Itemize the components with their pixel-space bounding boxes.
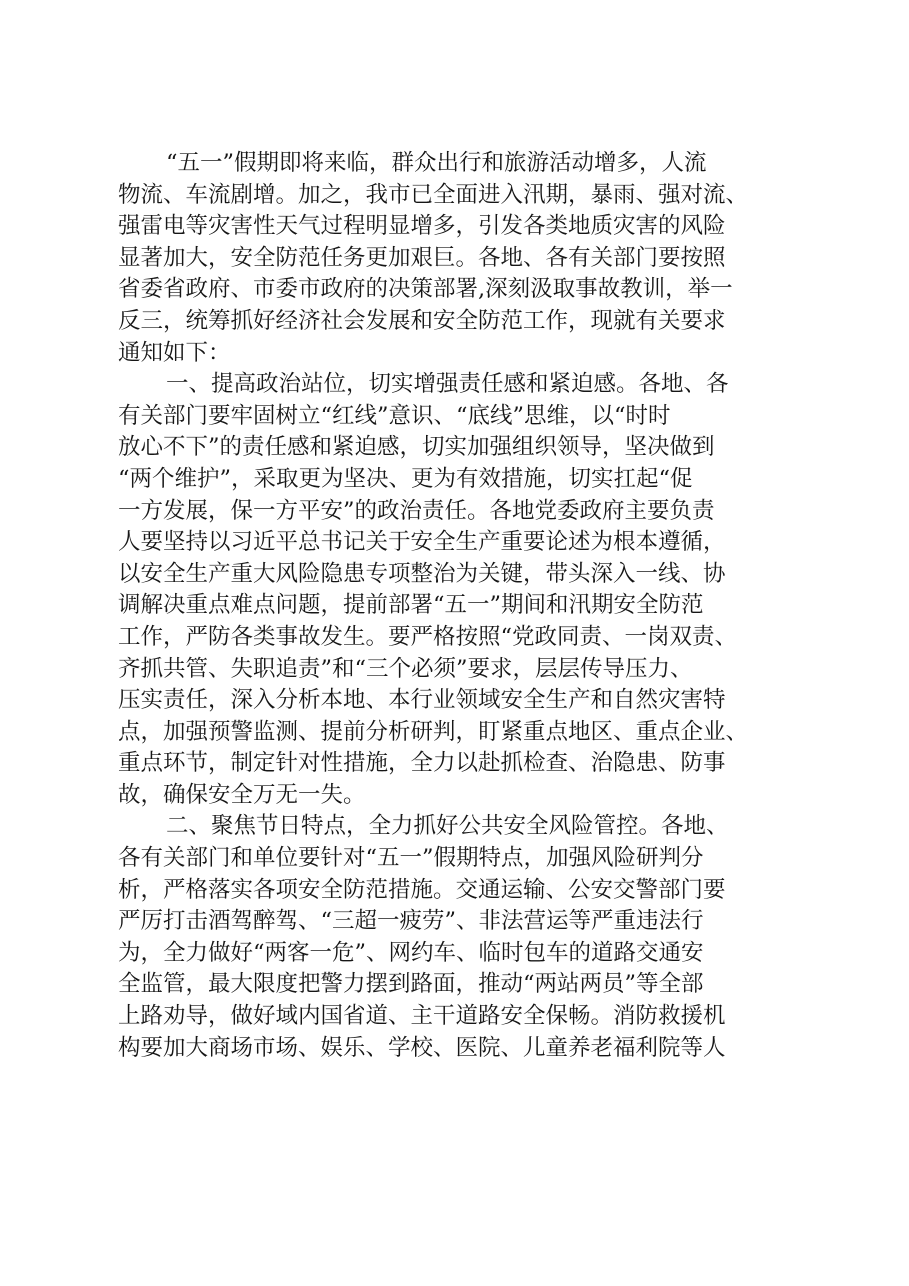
text-line: 一方发展，保一方平安”的政治责任。各地党委政府主要负责	[118, 497, 715, 524]
text-line: 压实责任，深入分析本地、本行业领域安全生产和自然灾害特	[118, 687, 726, 714]
text-line: 重点环节，制定针对性措施，全力以赴抓检查、治隐患、防事	[118, 750, 726, 777]
text-line: 严厉打击酒驾醉驾、“三超一疲劳”、非法营运等严重违法行	[118, 908, 704, 935]
text-line: 上路劝导，做好域内国省道、主干道路安全保畅。消防救援机	[118, 1003, 726, 1030]
text-line: 调解决重点难点问题，提前部署“五一”期间和汛期安全防范	[118, 592, 704, 619]
text-line: 显著加大，安全防范任务更加艰巨。各地、各有关部门要按照	[118, 244, 726, 271]
text-line: 反三，统筹抓好经济社会发展和安全防范工作，现就有关要求	[118, 307, 726, 334]
text-line: 人要坚持以习近平总书记关于安全生产重要论述为根本遵循，	[118, 529, 726, 556]
text-line: 工作，严防各类事故发生。要严格按照“党政同责、一岗双责、	[118, 623, 738, 650]
text-line: 析，严格落实各项安全防范措施。交通运输、公安交警部门要	[118, 876, 726, 903]
text-line: 放心不下”的责任感和紧迫感，切实加强组织领导，坚决做到	[118, 434, 715, 461]
text-line: 故，确保安全万无一失。	[118, 781, 366, 808]
text-line: 点，加强预警监测、提前分析研判，盯紧重点地区、重点企业、	[118, 718, 749, 745]
text-line: 通知如下：	[118, 339, 231, 366]
text-line: 有关部门要牢固树立“红线”意识、“底线”思维，以“时时	[118, 402, 671, 429]
text-line: 以安全生产重大风险隐患专项整治为关键，带头深入一线、协	[118, 560, 726, 587]
paragraph-first-line: “五一”假期即将来临，群众出行和旅游活动增多，人流	[166, 150, 707, 176]
text-line: 为，全力做好“两客一危”、网约车、临时包车的道路交通安	[118, 939, 704, 966]
paragraph-first-line: 一、提高政治站位，切实增强责任感和紧迫感。各地、各	[166, 371, 729, 398]
text-line: 各有关部门和单位要针对“五一”假期特点，加强风险研判分	[118, 845, 704, 872]
text-line: 构要加大商场市场、娱乐、学校、医院、儿童养老福利院等人	[118, 1034, 726, 1061]
text-line: 齐抓共管、失职追责”和“三个必须”要求，层层传导压力、	[118, 655, 693, 682]
text-line: “两个维护”，采取更为坚决、更为有效措施，切实扛起“促	[118, 465, 693, 492]
text-line: 强雷电等灾害性天气过程明显增多，引发各类地质灾害的风险	[118, 213, 726, 240]
text-line: 物流、车流剧增。加之，我市已全面进入汛期，暴雨、强对流、	[118, 181, 749, 208]
text-line: 省委省政府、市委市政府的决策部署,深刻汲取事故教训，举一	[118, 276, 733, 303]
paragraph-first-line: 二、聚焦节日特点，全力抓好公共安全风险管控。各地、	[166, 813, 729, 840]
document-body	[118, 148, 808, 1064]
text-line: 全监管，最大限度把警力摆到路面，推动“两站两员”等全部	[118, 971, 704, 998]
